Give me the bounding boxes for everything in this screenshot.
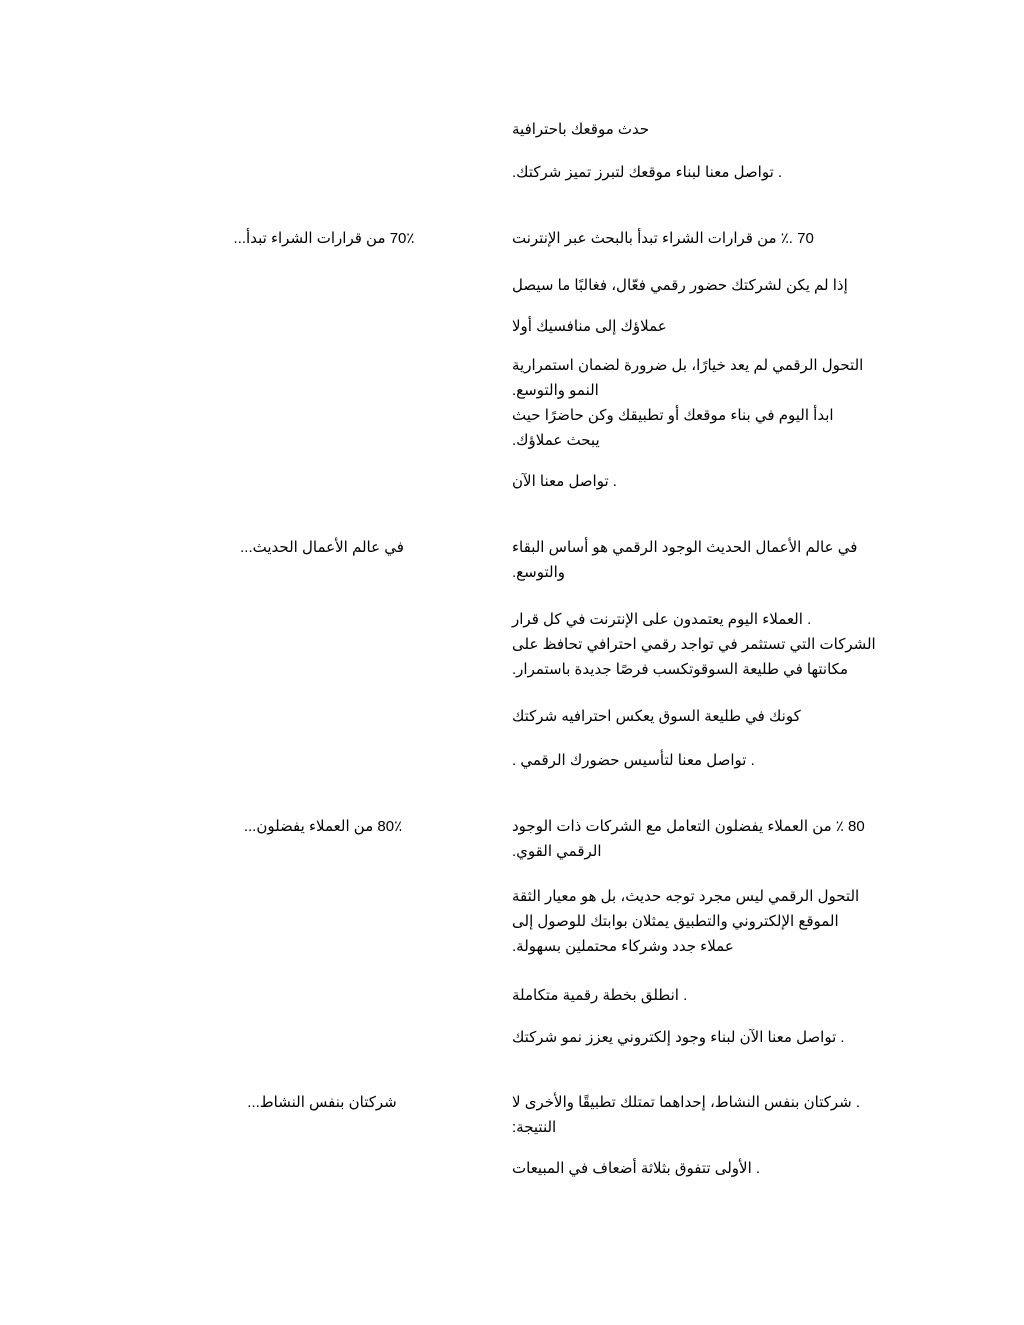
section-line: إذا لم يكن لشركتك حضور رقمي فعّال، فغالبًا ما سيصل <box>512 277 848 294</box>
section-line: في عالم الأعمال الحديث الوجود الرقمي هو أساس البقاء <box>512 539 858 556</box>
section-line: الرقمي القوي. <box>512 843 602 860</box>
section-line: كونك في طليعة السوق يعكس احترافيه شركتك <box>512 708 801 725</box>
section-line: عملاء جدد وشركاء محتملين بسهولة. <box>512 938 734 955</box>
section-line: عملاؤك إلى منافسيك أولا <box>512 318 667 335</box>
intro-heading: حدث موقعك باحترافية <box>512 121 650 138</box>
section-line: 80 ٪ من العملاء يفضلون التعامل مع الشركات ذات الوجود <box>512 818 865 835</box>
section-line: التحول الرقمي لم يعد خيارًا، بل ضرورة لضمان استمرارية <box>512 357 864 374</box>
section-line: . انطلق بخطة رقمية متكاملة <box>512 987 688 1004</box>
section-line: . تواصل معنا الآن لبناء وجود إلكتروني يعزز نمو شركتك <box>512 1029 845 1046</box>
section-line: . تواصل معنا الآن <box>512 473 617 490</box>
section-line: مكانتها في طليعة السوقوتكسب فرصًا جديدة باستمرار. <box>512 661 848 678</box>
section-line: الموقع الإلكتروني والتطبيق يمثلان بوابتك للوصول إلى <box>512 913 839 930</box>
section-line: . الأولى تتفوق بثلاثة أضعاف في المبيعات <box>512 1160 761 1177</box>
section-label: شركتان بنفس النشاط... <box>247 1094 397 1111</box>
section-line: ابدأ اليوم في بناء موقعك أو تطبيقك وكن حاضرًا حيث <box>512 407 834 424</box>
section-line: . تواصل معنا لتأسيس حضورك الرقمي . <box>512 752 755 769</box>
section-label: 80٪ من العملاء يفضلون... <box>243 818 403 835</box>
section-line: الشركات التي تستثمر في تواجد رقمي احترافي تحافظ على <box>512 636 876 653</box>
section-line: . العملاء اليوم يعتمدون على الإنترنت في كل قرار <box>512 611 812 628</box>
section-line: التحول الرقمي ليس مجرد توجه حديث، بل هو معيار الثقة <box>512 888 860 905</box>
section-line: . شركتان بنفس النشاط، إحداهما تمتلك تطبيقًا والأخرى لا <box>512 1094 861 1111</box>
section-line: والتوسع. <box>512 564 565 581</box>
section-line: يبحث عملاؤك. <box>512 432 600 449</box>
section-label: 70٪ من قرارات الشراء تبدأ... <box>233 230 415 247</box>
section-line: 70 .٪ من قرارات الشراء تبدأ بالبحث عبر الإنترنت <box>512 230 814 247</box>
section-line: النمو والتوسع. <box>512 382 599 399</box>
section-label: في عالم الأعمال الحديث... <box>240 539 404 556</box>
section-line: النتيجة: <box>512 1119 557 1136</box>
intro-cta: . تواصل معنا لبناء موقعك لتبرز تميز شركتك. <box>512 164 783 181</box>
